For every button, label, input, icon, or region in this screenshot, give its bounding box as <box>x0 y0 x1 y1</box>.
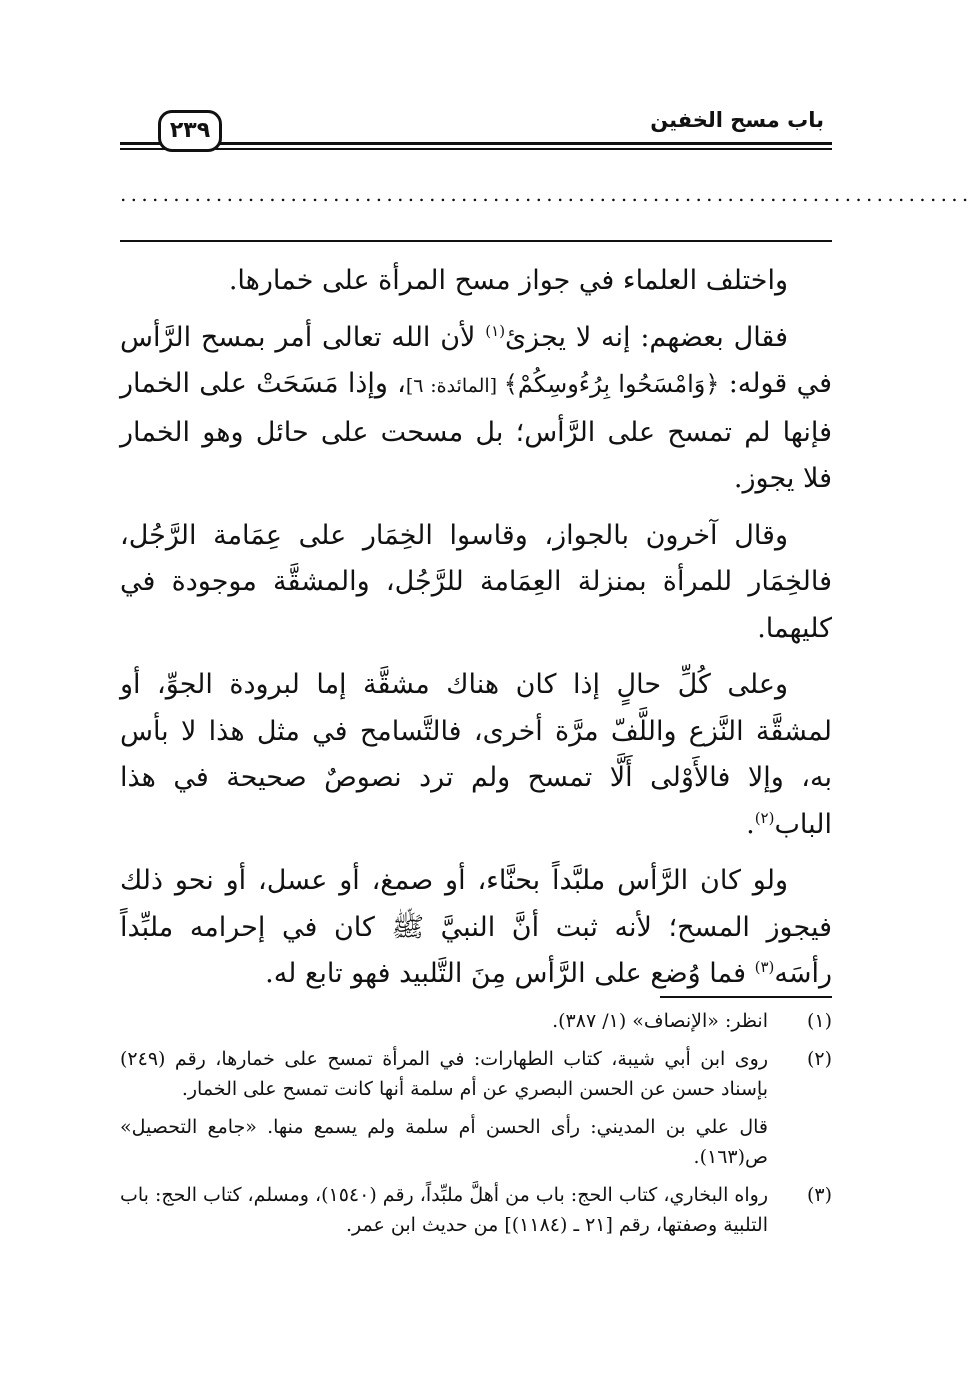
footnote-ref-3[interactable]: (٣) <box>754 958 775 976</box>
paragraph-2 <box>120 315 832 503</box>
paragraph-2-text-a: فقال بعضهم: إنه لا يجزئ <box>505 321 788 353</box>
footnote-text: رواه البخاري، كتاب الحج: باب من أهلَّ ملبِّداً، رقم (١٥٤٠)، ومسلم، كتاب الحج: باب التلبية وصفتها، رقم [٢١ ـ (١١٨٤)] من حديث ابن عمر. <box>120 1184 768 1236</box>
paragraph-5 <box>120 858 832 998</box>
footnote-text: انظر: «الإنصاف» (١/ ٣٨٧). <box>552 1010 768 1032</box>
footnote-ref-1[interactable]: (١) <box>485 321 506 340</box>
paragraph-2-text-c: ، وإذا مَسَحَتْ على الخمار فإنها لم تمسح على الرَّأس؛ بل مسحت على حائل وهو الخمار فلا يجوز. <box>120 368 832 494</box>
paragraph-5-text-b: فما وُضع على الرَّأس مِنَ التَّلبيد فهو تابع له. <box>265 958 755 989</box>
paragraph-5-text-a: ولو كان الرَّأس ملبَّداً بحنَّاء، أو صمغ، أو عسل، أو نحو ذلك فيجوز المسح؛ لأنه ثبت أنَّ النبيَّ ﷺ كان في إحرامه ملبِّداً رأسَه <box>120 865 832 989</box>
footnote-number: (٣) <box>806 1184 832 1206</box>
paragraph-4-text-b: . <box>746 808 755 840</box>
paragraph-2-text-b: لأن الله تعالى أمر بمسح الرَّأس في قوله: <box>120 321 833 399</box>
paragraph-1: واختلف العلماء في جواز مسح المرأة على خمارها. <box>228 265 788 296</box>
chapter-title: باب مسح الخفين <box>650 108 824 132</box>
footnote-1 <box>120 1006 832 1036</box>
paragraph-3: وقال آخرون بالجواز، وقاسوا الخِمَار على عِمَامة الرَّجُل، فالخِمَار للمرأة بمنزلة العِمَامة للرَّجُل، والمشقَّة موجودة في كليهما. <box>120 519 832 644</box>
footnote-ref-2[interactable]: (٢) <box>754 808 775 827</box>
footnote-number: (١) <box>806 1010 832 1032</box>
dotted-divider: ................................................................................ <box>120 182 973 206</box>
footnote-number: (٢) <box>806 1048 832 1070</box>
footnote-3 <box>120 1180 832 1240</box>
verse-reference: [المائدة: ٦] <box>405 375 504 397</box>
footnote-text: روى ابن أبي شيبة، كتاب الطهارات: في المرأة تمسح على خمارها، رقم (٢٤٩) بإسناد حسن عن الحسن البصري عن أم سلمة أنها كانت تمسح على الخمار. <box>120 1048 768 1100</box>
footnote-2 <box>120 1044 832 1172</box>
quran-verse: ﴿وَامْسَحُوا بِرُءُوسِكُمْ﴾ <box>503 370 720 398</box>
header-rule-thin <box>120 148 832 150</box>
footnotes <box>120 1006 832 1248</box>
header-rule <box>120 142 832 145</box>
paragraph-4-text-a: وعلى كُلِّ حالٍ إذا كان هناك مشقَّة إما لبرودة الجوِّ، أو لمشقَّة النَّزع واللَّفّ مرَّة أخرى، فالتَّسامح في مثل هذا لا بأس به، وإلا فالأَوْلى أَلَّا تمسح ولم ترد نصوصٌ صحيحة في هذا الباب <box>120 669 832 840</box>
main-text <box>120 258 832 1008</box>
section-rule <box>120 240 832 242</box>
footnote-note: قال علي بن المديني: رأى الحسن أم سلمة ولم يسمع منها. «جامع التحصيل» ص(١٦٣). <box>120 1116 768 1168</box>
footnote-separator <box>660 996 832 998</box>
page-number: ٢٣٩ <box>158 110 222 152</box>
paragraph-4 <box>120 662 832 848</box>
